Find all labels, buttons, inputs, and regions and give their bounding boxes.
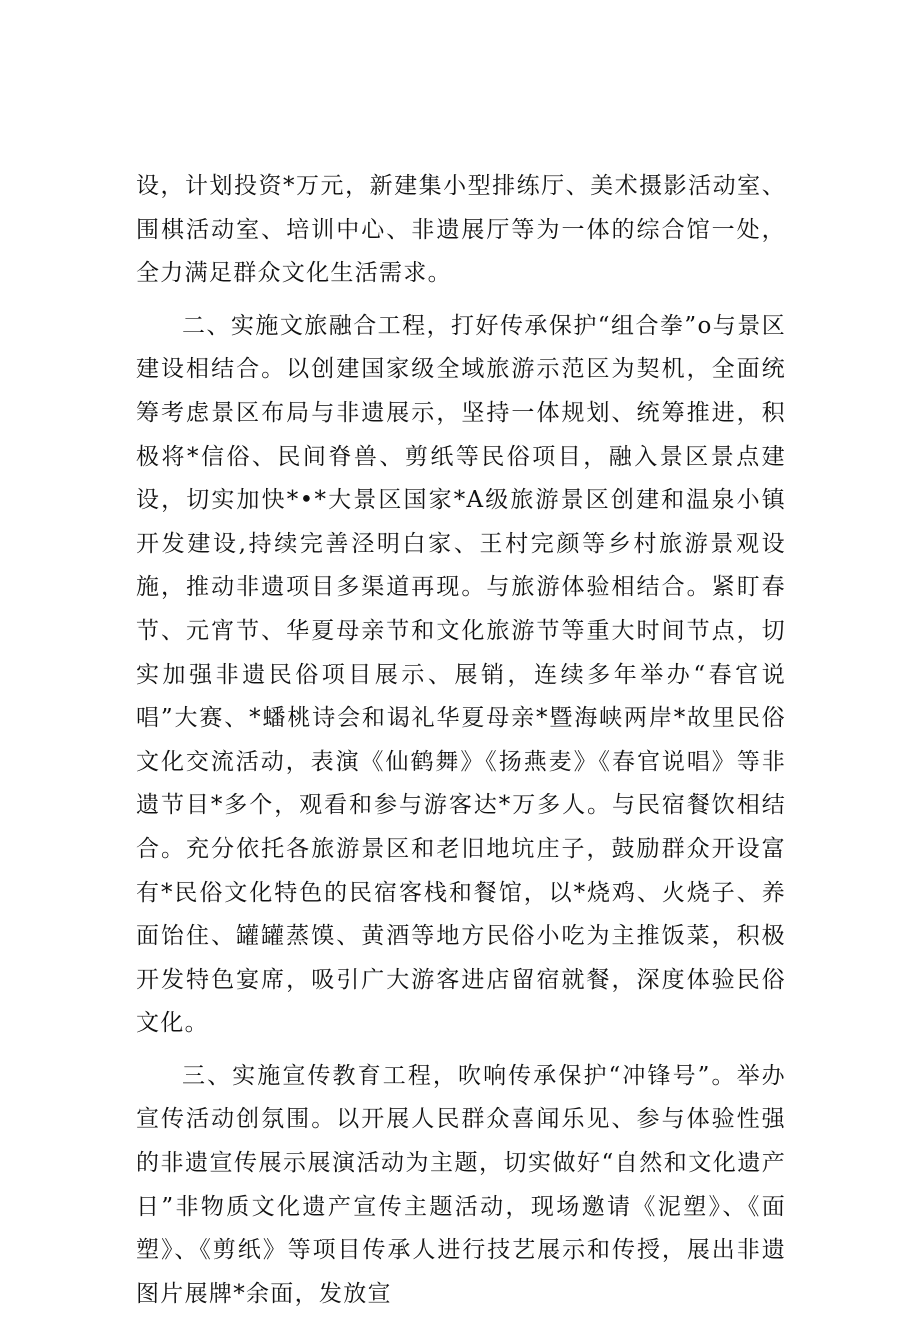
paragraph-continuation: 设，计划投资*万元，新建集小型排练厅、美术摄影活动室、围棋活动室、培训中心、非遗展厅等为一体的综合馆一处，全力满足群众文化生活需求。 (136, 173, 786, 287)
paragraph-cultural-tourism-integration: 二、实施文旅融合工程，打好传承保护“组合拳”o与景区建设相结合。以创建国家级全域旅游示范区为契机，全面统筹考虑景区布局与非遗展示，坚持一体规划、统筹推进，积极将*信俗、民间脊兽、剪纸等民俗项目，融入景区景点建设，切实加快*•*大景区国家*A级旅游景区创建和温泉小镇开发建设,持续完善泾明白家、王村完颜等乡村旅游景观设施，推动非遗项目多渠道再现。与旅游体验相结合。紧盯春节、元宵节、华夏母亲节和文化旅游节等重大时间节点，切实加强非遗民俗项目展示、展销，连续多年举办“春官说唱”大赛、*蟠桃诗会和谒礼华夏母亲*暨海峡两岸*故里民俗文化交流活动，表演《仙鹤舞》《扬燕麦》《春官说唱》等非遗节目*多个，观看和参与游客达*万多人。与民宿餐饮相结合。充分依托各旅游景区和老旧地坑庄子，鼓励群众开设富有*民俗文化特色的民宿客栈和餐馆，以*烧鸡、火烧子、养面饴住、罐罐蒸馍、黄酒等地方民俗小吃为主推饭菜，积极开发特色宴席，吸引广大游客进店留宿就餐，深度体验民俗文化。 (136, 312, 786, 1037)
paragraph-publicity-education: 三、实施宣传教育工程，吹响传承保护“冲锋号”。举办宣传活动创氛围。以开展人民群众喜闻乐见、参与体验性强的非遗宣传展示展演活动为主题，切实做好“自然和文化遗产日”非物质文化遗产宣传主题活动，现场邀请《泥塑》、《面塑》、《剪纸》等项目传承人进行技艺展示和传授，展出非遗图片展牌*余面，发放宣 (136, 1062, 786, 1307)
document-body (136, 165, 786, 1325)
